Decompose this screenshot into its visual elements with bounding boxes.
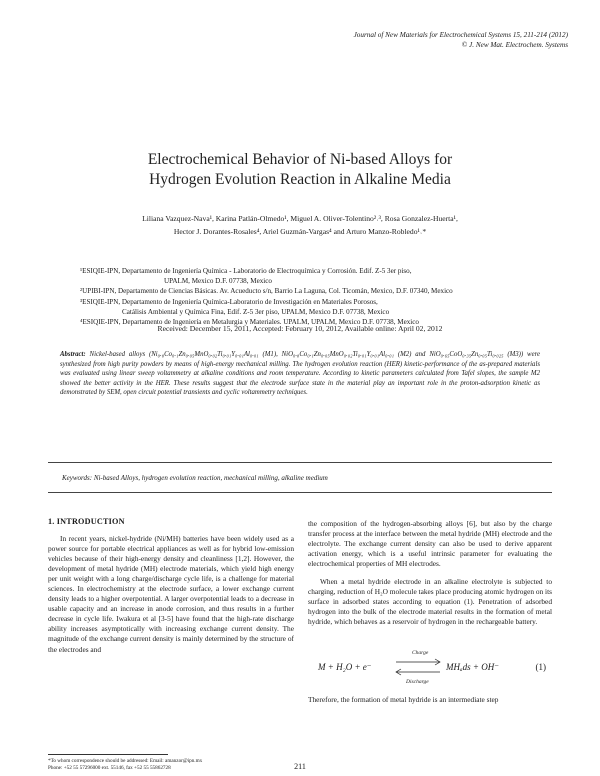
journal-copyright: © J. New Mat. Electrochem. Systems	[461, 41, 568, 49]
page-number: 211	[294, 762, 306, 771]
received-dates: Received: December 15, 2011, Accepted: February 10, 2012, Available online: April 02, 2012	[157, 324, 443, 333]
title-line-1: Electrochemical Behavior of Ni-based Alloys for	[147, 151, 453, 168]
equation-number: (1)	[535, 662, 546, 672]
title-line-2: Hydrogen Evolution Reaction in Alkaline Media	[149, 171, 451, 188]
right-column	[308, 519, 552, 627]
divider-bottom	[48, 492, 552, 493]
equation-charge-label: Charge	[412, 650, 429, 656]
equation-discharge-label: Discharge	[406, 679, 429, 685]
abstract-text: Nickel-based alloys (Ni₀.₈Co₀.₁Zn₀.₀₅MnO₀.₀₂Ti₀.₀₁Y₀.₀₁Al₀.₀₁ (M1), NiO₀.₈Co₀.₁Zn₀.₀₅MnO₀.₀₂Ti₀.₀₁Y₀.₀₁Al₀.₀₁ (M2) and NiO₀.₆₅CoO₀.₃₅Zn₀.₀₅Ti₀.₀₂₅ (M3)) were synthesized from high purity powders by means of high-energy mechanical milling. The hydrogen evolution reaction (HER) kinetic-performance of the as-prepared materials was evaluated using linear sweep voltammetry at alkaline conditions and room temperature. According to kinetic parameters calculated from Tafel slopes, the sample M2 showed the better activity in the HER. These results suggest that the electrode surface state in the material play an important role in the proton-adsorption kinetic as demonstrated by SEM, open circuit potential transients and cyclic voltammetry techniques.	[60, 351, 540, 397]
paragraph: In recent years, nickel-hydride (Ni/MH) batteries have been widely used as a power source for portable electrical appliances as well as for hybrid low-emission vehicles because of their high-energy density and cleanliness [1,2]. However, the development of metal hydride (MH) electrode materials, which yield high energy per unit weight with a long charge/discharge cycle life, is a challenge for material sciences. In electrochemistry at the electrode surface, a lower exchange current density leads to a higher overpotential. A larger overpotential leads to a decrease in usable capacity and an increase in anode corrosion, and thus results in a further decrease in cycle life. Iwakura et al [3-5] have found that the high-rate discharge ability increases asymptotically with increasing exchange current density. The magnitude of the exchange current density is mainly determined by the structure of the electrodes and	[48, 534, 294, 654]
paragraph: When a metal hydride electrode in an alkaline electrolyte is subjected to charging, reduction of H₂O molecule takes place producing atomic hydrogen on its surface in adsorbed states according to equation (1). Penetration of adsorbed hydrogen into the bulk of the electrode material results in the formation of metal hydride, which behaves as a reservoir of hydrogen in the rechargeable battery.	[308, 577, 552, 627]
authors-line-2: Hector J. Dorantes-Rosales⁴, Ariel Guzmán-Vargas⁴ and Arturo Manzo-Robledo¹˒*	[173, 227, 427, 236]
paragraph: the composition of the hydrogen-absorbing alloys [6], but also by the charge transfer process at the interface between the metal hydride (MH) electrode and the electrolyte. The exchange current density can also be used to derive apparent activation energy, which is a useful intrinsic parameter for evaluating the electrochemical properties of MH electrodes.	[308, 519, 552, 569]
abstract	[60, 350, 540, 398]
equation-1	[308, 648, 552, 688]
footnote-line: *To whom correspondence should be addressed: Email: amanzor@ipn.mx	[48, 758, 203, 764]
section-heading: 1. INTRODUCTION	[48, 517, 125, 526]
journal-name: Journal of New Materials for Electrochemical Systems 15, 211-214 (2012)	[353, 31, 568, 39]
paragraph: Therefore, the formation of metal hydride is an intermediate step	[308, 695, 499, 704]
equation-lhs: M + H₂O + e⁻	[318, 662, 372, 672]
affiliation-line: ⁴ESIQIE-IPN, Departamento de Ingeniería en Metalurgia y Materiales. UPALM, UPALM, Mexico D.F. 07738, Mexico	[80, 318, 419, 327]
paper-title	[0, 150, 600, 190]
equilibrium-arrow-icon	[394, 656, 442, 678]
right-column-continued	[308, 695, 552, 705]
journal-header	[354, 30, 568, 50]
keywords: Keywords: Ni-based Alloys, hydrogen evolution reaction, mechanical milling, alkaline medium	[62, 474, 328, 482]
equation-rhs: MHₐds + OH⁻	[446, 662, 499, 672]
abstract-label: Abstract:	[60, 351, 86, 358]
footnote-line: Phone: +52 55 57296000 ext. 55146, fax +52 55 55862728	[48, 764, 171, 771]
affiliation-line: ²UPIBI-IPN, Departamento de Ciencias Básicas. Av. Acueducto s/n, Barrio La Laguna, Col. Ticomán, Mexico, D.F. 07340, Mexico	[80, 287, 453, 296]
affiliations	[80, 266, 580, 327]
affiliation-line: Catálisis Ambiental y Química Fina, Edif. Z-5 3er piso, UPALM, Mexico D.F. 07738, Mexico	[122, 307, 390, 316]
author-list	[40, 212, 560, 238]
affiliation-line: UPALM, Mexico D.F. 07738, Mexico	[164, 277, 272, 286]
affiliation-line: ³ESIQIE-IPN, Departamento de Ingeniería Química-Laboratorio de Investigación en Materiales Porosos,	[80, 297, 378, 306]
divider-top	[48, 462, 552, 463]
footnote-rule	[48, 754, 168, 755]
authors-line-1: Liliana Vazquez-Nava¹, Karina Patlán-Olmedo¹, Miguel A. Oliver-Tolentino²˒³, Rosa Gonzalez-Huerta¹,	[142, 214, 458, 223]
affiliation-line: ¹ESIQIE-IPN, Departamento de Ingeniería Química - Laboratorio de Electroquímica y Corrosión. Edif. Z-5 3er piso,	[80, 267, 412, 275]
left-column	[48, 534, 294, 655]
